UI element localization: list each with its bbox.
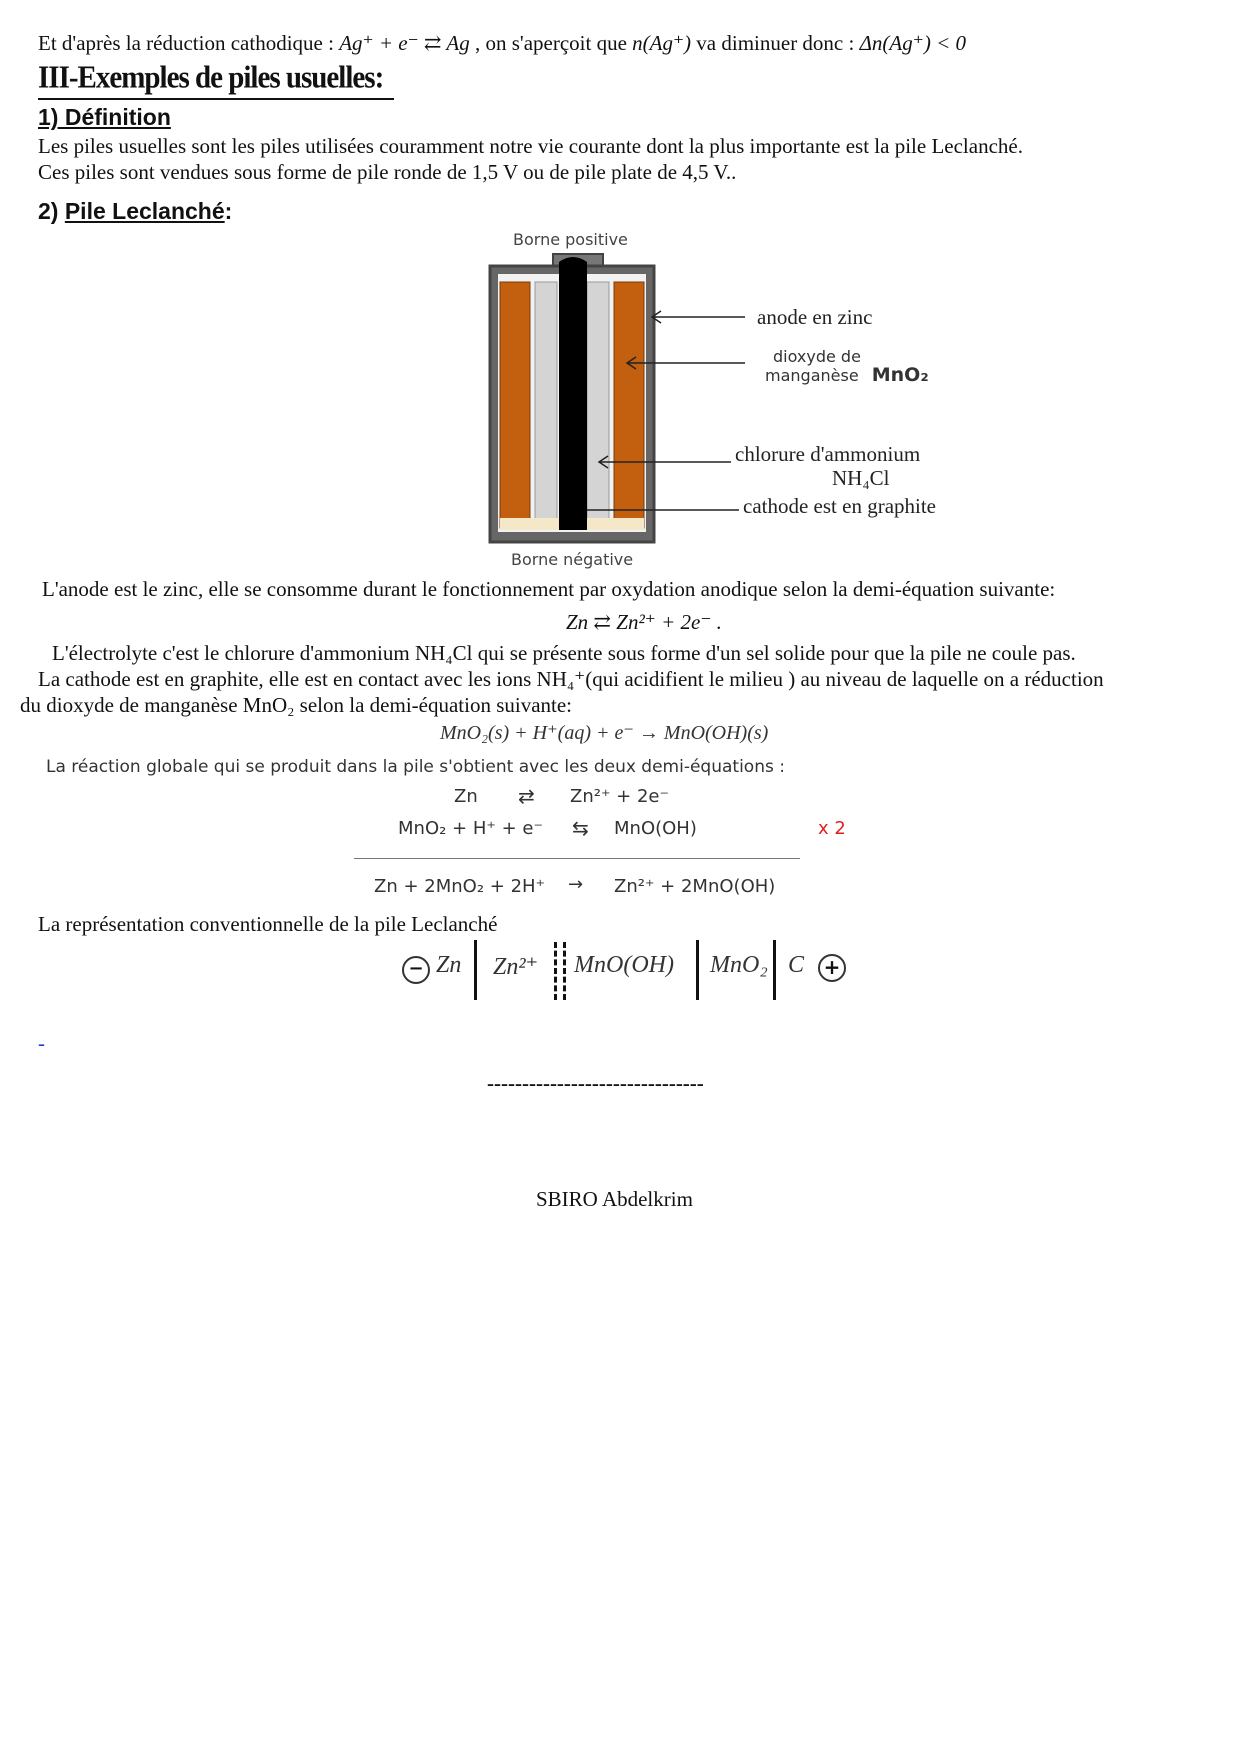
sum-arrow-icon: → xyxy=(568,874,584,895)
conv-zn: Zn xyxy=(436,952,462,978)
intro-equation: Ag⁺ + e⁻ ⇄ Ag xyxy=(339,31,470,55)
battery-drawing xyxy=(455,222,975,572)
global-r2-left: MnO₂ + H⁺ + e⁻ xyxy=(398,818,543,839)
intro-line xyxy=(38,30,966,56)
positive-terminal-label: Borne positive xyxy=(513,230,628,249)
intro-delta: Δn(Ag⁺) < 0 xyxy=(859,31,966,55)
intro-mid: , on s'aperçoit que xyxy=(469,31,633,55)
global-r2-right: MnO(OH) xyxy=(614,818,697,839)
plus-pole-icon: + xyxy=(818,954,846,982)
zinc-half-equation: Zn ⇄ Zn²⁺ + 2e⁻ . xyxy=(566,610,722,634)
intro-prefix: Et d'après la réduction cathodique : xyxy=(38,31,340,55)
blue-dash: - xyxy=(38,1031,45,1055)
zinc-left xyxy=(500,282,530,528)
conv-bar-1 xyxy=(474,940,477,1000)
mno2-left xyxy=(535,282,557,528)
definition-heading-text: 1) Définition xyxy=(38,104,171,130)
conv-bar-2 xyxy=(696,940,699,1000)
intro-mid2: va diminuer donc : xyxy=(691,31,860,55)
global-sum-rule xyxy=(354,858,800,859)
anode-paragraph: L'anode est le zinc, elle se consomme durant le fonctionnement par oxydation anodique selon la demi-équation suivante: xyxy=(42,577,1056,601)
anode-label: anode en zinc xyxy=(757,305,873,329)
definition-line-1: Les piles usuelles sont les piles utilisées couramment notre vie courante dont la plus importante est la pile Leclanché. xyxy=(38,134,1023,158)
electrolyte-paragraph: L'électrolyte c'est le chlorure d'ammonium NH₄Cl qui se présente sous forme d'un sel solide pour que la pile ne coule pas. xyxy=(52,641,1076,665)
r2-equilibrium-icon: ⇆ xyxy=(572,816,589,840)
conventional-diagram xyxy=(398,940,858,1006)
author-name: SBIRO Abdelkrim xyxy=(536,1187,693,1211)
global-r1-right: Zn²⁺ + 2e⁻ xyxy=(570,786,670,807)
mno2-half-equation: MnO₂(s) + H⁺(aq) + e⁻ → MnO(OH)(s) xyxy=(440,722,769,744)
section-title: III-Exemples de piles usuelles: xyxy=(38,60,384,96)
r1-equilibrium-icon: ⇄ xyxy=(518,784,535,808)
conv-c: C xyxy=(788,952,805,978)
cathode-paragraph-1: La cathode est en graphite, elle est en contact avec les ions NH₄⁺(qui acidifient le milieu ) au niveau de laquelle on a réduction xyxy=(38,667,1104,691)
nh4cl-label-2: NH₄Cl xyxy=(832,466,890,490)
definition-line-2: Ces piles sont vendues sous forme de pile ronde de 1,5 V ou de pile plate de 4,5 V.. xyxy=(38,160,737,184)
global-sum-left: Zn + 2MnO₂ + 2H⁺ xyxy=(374,876,546,897)
conv-mno2: MnO₂ xyxy=(710,952,768,978)
global-r1-left: Zn xyxy=(454,786,478,807)
conv-bar-3 xyxy=(773,940,776,1000)
conv-bridge-right xyxy=(563,942,566,1000)
global-intro: La réaction globale qui se produit dans la pile s'obtient avec les deux demi-équations : xyxy=(46,757,785,777)
conv-mnooh: MnO(OH) xyxy=(574,952,674,978)
definition-heading xyxy=(38,104,171,131)
mno2-right xyxy=(587,282,609,528)
global-factor: x 2 xyxy=(818,818,846,839)
graphite-rod xyxy=(559,257,587,530)
zinc-right xyxy=(614,282,644,528)
conventional-label: La représentation conventionnelle de la pile Leclanché xyxy=(38,912,498,936)
cathode-paragraph-2: du dioxyde de manganèse MnO₂ selon la demi-équation suivante: xyxy=(20,693,573,717)
cathode-label: cathode est en graphite xyxy=(743,494,936,518)
intro-n-ag: n(Ag⁺) xyxy=(632,31,692,55)
minus-pole-icon: − xyxy=(402,956,430,984)
leclanche-diagram xyxy=(455,222,975,572)
leclanche-heading-colon: : xyxy=(224,198,233,224)
mno2-label-2-text: manganèse xyxy=(765,366,859,385)
nh4cl-label-1: chlorure d'ammonium xyxy=(735,442,921,466)
mno2-label-2 xyxy=(765,366,929,385)
global-sum-right: Zn²⁺ + 2MnO(OH) xyxy=(614,876,776,897)
mno2-label-formula: MnO₂ xyxy=(871,364,929,386)
conv-bridge-left xyxy=(554,942,557,1000)
negative-terminal-label: Borne négative xyxy=(511,550,634,569)
leclanche-heading-text: Pile Leclanché xyxy=(64,198,225,224)
conv-zn2: Zn²⁺ xyxy=(493,954,539,980)
leclanche-heading-num: 2) xyxy=(38,198,65,224)
footer-separator: ------------------------------- xyxy=(487,1071,704,1095)
mno2-label-1: dioxyde de xyxy=(773,347,861,366)
section-title-wrap xyxy=(38,60,394,100)
leclanche-heading xyxy=(38,198,232,225)
